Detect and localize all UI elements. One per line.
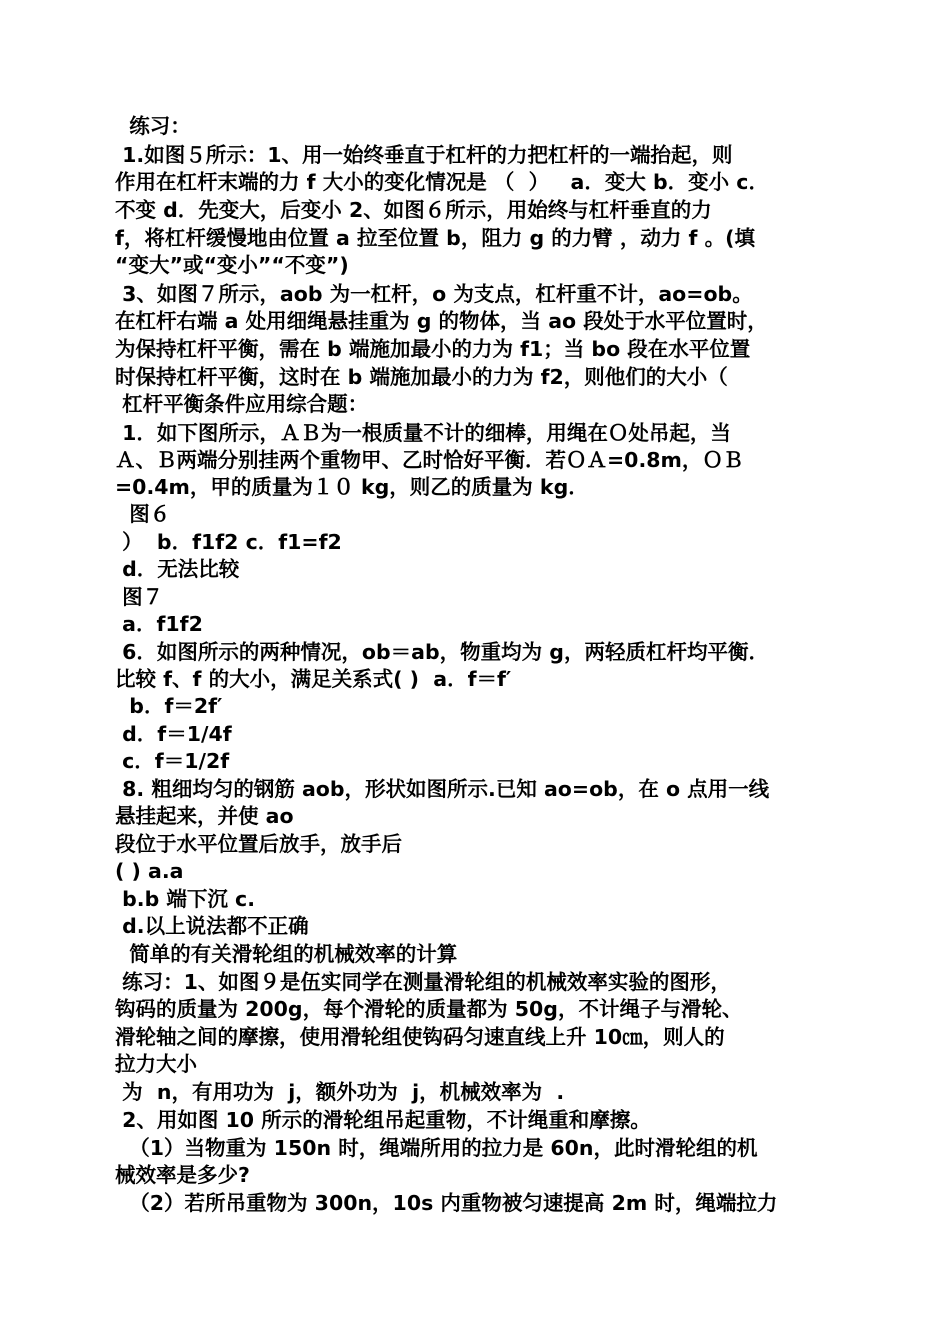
text-line: 钩码的质量为 200g，每个滑轮的质量都为 50g，不计绳子与滑轮、 — [115, 997, 743, 1021]
text-line: a．f1f2 — [115, 612, 203, 636]
text-line: 8. 粗细均匀的钢筋 aob，形状如图所示.已知 ao=ob，在 o 点用一线 — [115, 777, 770, 801]
text-line: d．无法比较 — [115, 557, 240, 581]
text-line: 图７ — [115, 585, 164, 609]
text-line: 滑轮轴之间的摩擦，使用滑轮组使钩码匀速直线上升 10㎝，则人的 — [115, 1025, 725, 1049]
text-line: 为保持杠杆平衡，需在 b 端施加最小的力为 f1；当 bo 段在水平位置 — [115, 337, 751, 361]
text-line: 时保持杠杆平衡，这时在 b 端施加最小的力为 f2，则他们的大小（ — [115, 365, 728, 389]
text-line: （2）若所吊重物为 300n，10s 内重物被匀速提高 2m 时，绳端拉力 — [115, 1191, 778, 1215]
text-line: 练习： — [115, 114, 191, 138]
text-line: 在杠杆右端 a 处用细绳悬挂重为 g 的物体，当 ao 段处于水平位置时， — [115, 309, 768, 333]
text-line: 练习：1、如图９是伍实同学在测量滑轮组的机械效率实验的图形， — [115, 970, 731, 994]
text-line: 不变 d．先变大，后变小 2、如图６所示，用始终与杠杆垂直的力 — [115, 198, 712, 222]
text-line: 简单的有关滑轮组的机械效率的计算 — [115, 942, 458, 966]
text-line: d.以上说法都不正确 — [115, 914, 309, 938]
text-line: 械效率是多少? — [115, 1163, 250, 1187]
text-line: “变大”或“变小”“不变”) — [115, 253, 349, 277]
text-line: 比较 f、f 的大小，满足关系式( ) a．f＝f′ — [115, 667, 512, 691]
text-line: Ａ、Ｂ两端分别挂两个重物甲、乙时恰好平衡．若ＯＡ=0.8m，ＯＢ — [115, 448, 744, 472]
text-line: =0.4m，甲的质量为１０ kg，则乙的质量为 kg． — [115, 475, 589, 499]
text-line: 作用在杠杆末端的力 f 大小的变化情况是 （ ） a．变大 b．变小 c． — [115, 170, 769, 194]
text-line: f，将杠杆缓慢地由位置 a 拉至位置 b，阻力 g 的力臂 ，动力 f 。(填 — [115, 226, 755, 250]
text-line: 6．如图所示的两种情况，ob＝ab，物重均为 g，两轻质杠杆均平衡． — [115, 640, 769, 664]
text-line: ( ) a.a — [115, 859, 184, 883]
text-line: 悬挂起来，并使 ao — [115, 804, 294, 828]
text-line: c．f＝1/2f — [115, 749, 230, 773]
text-line: b．f＝2f′ — [115, 694, 223, 718]
text-line: d．f＝1/4f — [115, 722, 232, 746]
text-line: 段位于水平位置后放手，放手后 — [115, 832, 402, 856]
text-line: b.b 端下沉 c. — [115, 887, 255, 911]
text-line: 杠杆平衡条件应用综合题： — [115, 392, 369, 416]
text-line: （1）当物重为 150n 时，绳端所用的拉力是 60n，此时滑轮组的机 — [115, 1136, 758, 1160]
text-line: 拉力大小 — [115, 1052, 197, 1076]
text-line: 3、如图７所示，aob 为一杠杆，o 为支点，杠杆重不计，ao=ob。 — [115, 282, 753, 306]
text-line: 1.如图５所示：1、用一始终垂直于杠杆的力把杠杆的一端抬起，则 — [115, 143, 733, 167]
text-line: 1．如下图所示，ＡＢ为一根质量不计的细棒，用绳在Ｏ处吊起，当 — [115, 421, 731, 445]
text-line: 图６ — [115, 502, 171, 526]
text-line: 2、用如图 10 所示的滑轮组吊起重物，不计绳重和摩擦。 — [115, 1108, 651, 1132]
text-line: ） b．f1f2 c．f1=f2 — [115, 530, 342, 554]
text-line: 为 n，有用功为 j，额外功为 j，机械效率为 . — [115, 1080, 565, 1104]
